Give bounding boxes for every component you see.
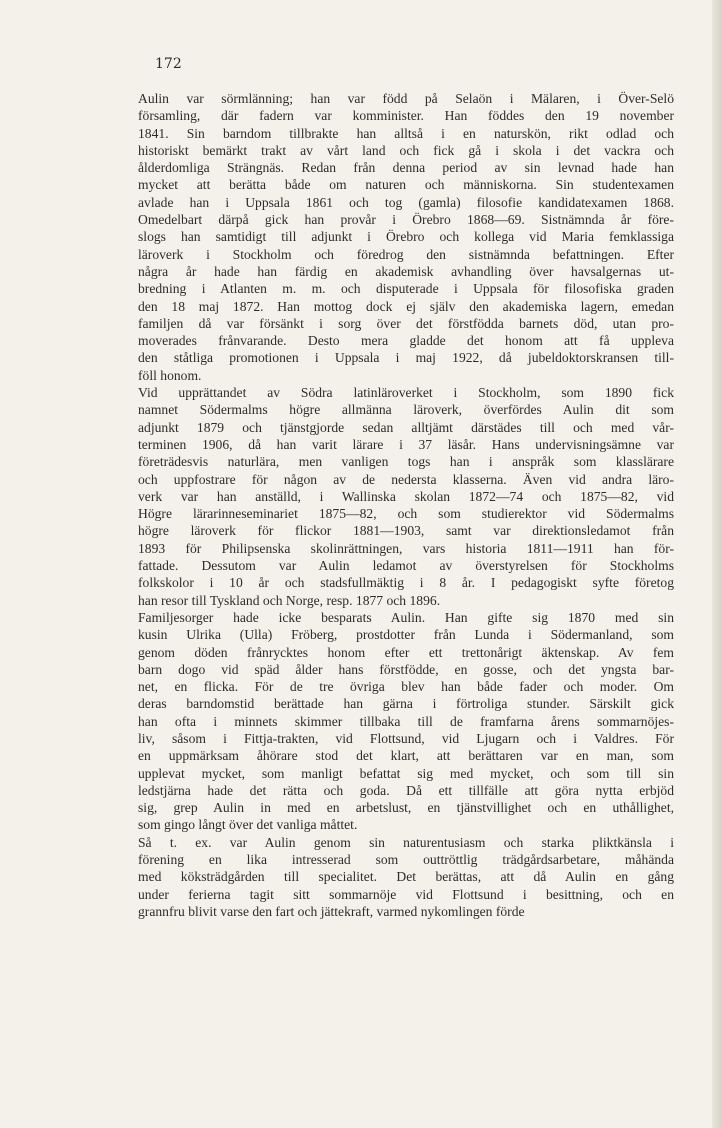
- text-line: deras barndomstid berättade han gärna i förtroliga stunder. Särskilt gick: [138, 696, 674, 712]
- page-edge: [712, 0, 722, 1128]
- text-line: avlade han i Uppsala 1861 och tog (gamla) filosofie kandidatexamen 1868.: [138, 194, 674, 210]
- text-line: fattade. Dessutom var Aulin ledamot av överstyrelsen för Stockholms: [138, 558, 674, 574]
- text-line: han resor till Tyskland och Norge, resp. 1877 och 1896.: [138, 592, 441, 608]
- text-line: och uppfostrare för någon av de nedersta klasserna. Även vid andra läro-: [138, 471, 674, 487]
- text-line: ålderdomliga Strängnäs. Redan från denna period av sin levnad hade han: [138, 160, 674, 176]
- text-line: folkskolor i 10 år och stadsfullmäktig i 8 år. I pedagogiskt syfte företog: [138, 575, 674, 591]
- body-text: [138, 90, 674, 920]
- text-line: läroverk i Stockholm och föredrog den sistnämnda befattningen. Efter: [138, 246, 674, 262]
- text-line: under ferierna tagit sitt sommarnöje vid Flottsund i besittning, och en: [138, 886, 674, 902]
- text-line: genom döden frånrycktes honom efter ett trettonårigt äktenskap. Av fem: [138, 644, 674, 660]
- text-line: kusin Ulrika (Ulla) Fröberg, prostdotter från Lunda i Södermanland, som: [138, 627, 674, 643]
- text-line: moverades frånvarande. Desto mera gladde det honom att få uppleva: [138, 333, 674, 349]
- text-line: högre läroverk för flickor 1881—1903, samt var direktionsledamot från: [138, 523, 674, 539]
- paragraph: [138, 90, 674, 384]
- text-line: namnet Södermalms högre allmänna läroverk, överfördes Aulin dit som: [138, 402, 674, 418]
- text-line: Högre lärarinneseminariet 1875—82, och som studierektor vid Södermalms: [138, 506, 674, 522]
- text-line: församling, där fadern var komminister. Han föddes den 19 november: [138, 108, 674, 124]
- text-line: grannfru blivit varse den fart och jättekraft, varmed nykomlingen förde: [138, 903, 525, 919]
- text-line: företrädesvis naturlära, men vanligen togs han i anspråk som klasslärare: [138, 454, 674, 470]
- text-line: ledstjärna hade det rätta och goda. Då ett tillfälle att göra nytta erbjöd: [138, 782, 674, 798]
- text-line: verk var han anställd, i Wallinska skolan 1872—74 och 1875—82, vid: [138, 488, 674, 504]
- page-number: 172: [155, 56, 182, 72]
- text-line: upplevat mycket, som manligt befattat sig med mycket, och som till sin: [138, 765, 674, 781]
- text-line: adjunkt 1879 och tjänstgjorde sedan alltjämt därstädes till och med vår-: [138, 419, 674, 435]
- text-line: den ståtliga promotionen i Uppsala i maj 1922, då jubeldoktorskransen till-: [138, 350, 674, 366]
- text-line: Aulin var sörmlänning; han var född på Selaön i Mälaren, i Över-Selö: [138, 91, 674, 106]
- text-line: liv, såsom i Fittja-trakten, vid Flottsund, vid Ljugarn och i Valdres. För: [138, 730, 674, 746]
- text-line: net, en flicka. För de tre övriga blev han både fader och moder. Om: [138, 679, 674, 695]
- text-line: sig, grep Aulin in med en arbetslust, en tjänstvillighet och en uthållighet,: [138, 800, 674, 816]
- paragraph: [138, 384, 674, 609]
- text-line: bredning i Atlanten m. m. och disputerade i Uppsala för filosofiska graden: [138, 281, 674, 297]
- text-line: Så t. ex. var Aulin genom sin naturentusiasm och starka pliktkänsla i: [138, 834, 674, 850]
- text-line: 1893 för Philipsenska skolinrättningen, vars historia 1811—1911 han för-: [138, 540, 674, 556]
- text-line: 1841. Sin barndom tillbrakte han alltså i en naturskön, rikt odlad och: [138, 125, 674, 141]
- paragraph: [138, 609, 674, 834]
- text-line: föll honom.: [138, 367, 202, 383]
- text-line: mycket att berätta både om naturen och människorna. Sin studentexamen: [138, 177, 674, 193]
- text-line: historiskt bemärkt trakt av vårt land och fick gå i skola i det vackra och: [138, 142, 674, 158]
- text-line: familjen då var försänkt i sorg över det förstfödda barnets död, utan pro-: [138, 315, 674, 331]
- text-line: terminen 1906, då han varit lärare i 37 läsår. Hans undervisningsämne var: [138, 436, 674, 452]
- text-line: förening en lika intresserad som outtröttlig trädgårdsarbetare, måhända: [138, 852, 674, 868]
- text-line: som gingo långt över det vanliga måttet.: [138, 817, 358, 833]
- text-line: barn dogo vid späd ålder hans förstfödde, en gosse, och det yngsta bar-: [138, 661, 674, 677]
- text-line: med köksträdgården till specialitet. Det berättas, att då Aulin en gång: [138, 869, 674, 885]
- text-line: den 18 maj 1872. Han mottog dock ej själv den akademiska lagern, emedan: [138, 298, 674, 314]
- text-line: slogs han samtidigt till adjunkt i Örebro och kollega vid Maria femklassiga: [138, 229, 674, 245]
- text-line: Omedelbart därpå gick han provår i Örebro 1868—69. Sistnämnda år före-: [138, 212, 674, 228]
- paragraph: [138, 834, 674, 920]
- text-line: en uppmärksam åhörare stod det klart, att berättaren var en man, som: [138, 748, 674, 764]
- text-line: Familjesorger hade icke besparats Aulin. Han gifte sig 1870 med sin: [138, 609, 674, 625]
- text-line: han ofta i minnets skimmer tillbaka till de framfarna årens sommarnöjes-: [138, 713, 674, 729]
- text-line: Vid upprättandet av Södra latinläroverket i Stockholm, som 1890 fick: [138, 385, 674, 401]
- text-line: några år hade han färdig en akademisk avhandling över havsalgernas ut-: [138, 263, 674, 279]
